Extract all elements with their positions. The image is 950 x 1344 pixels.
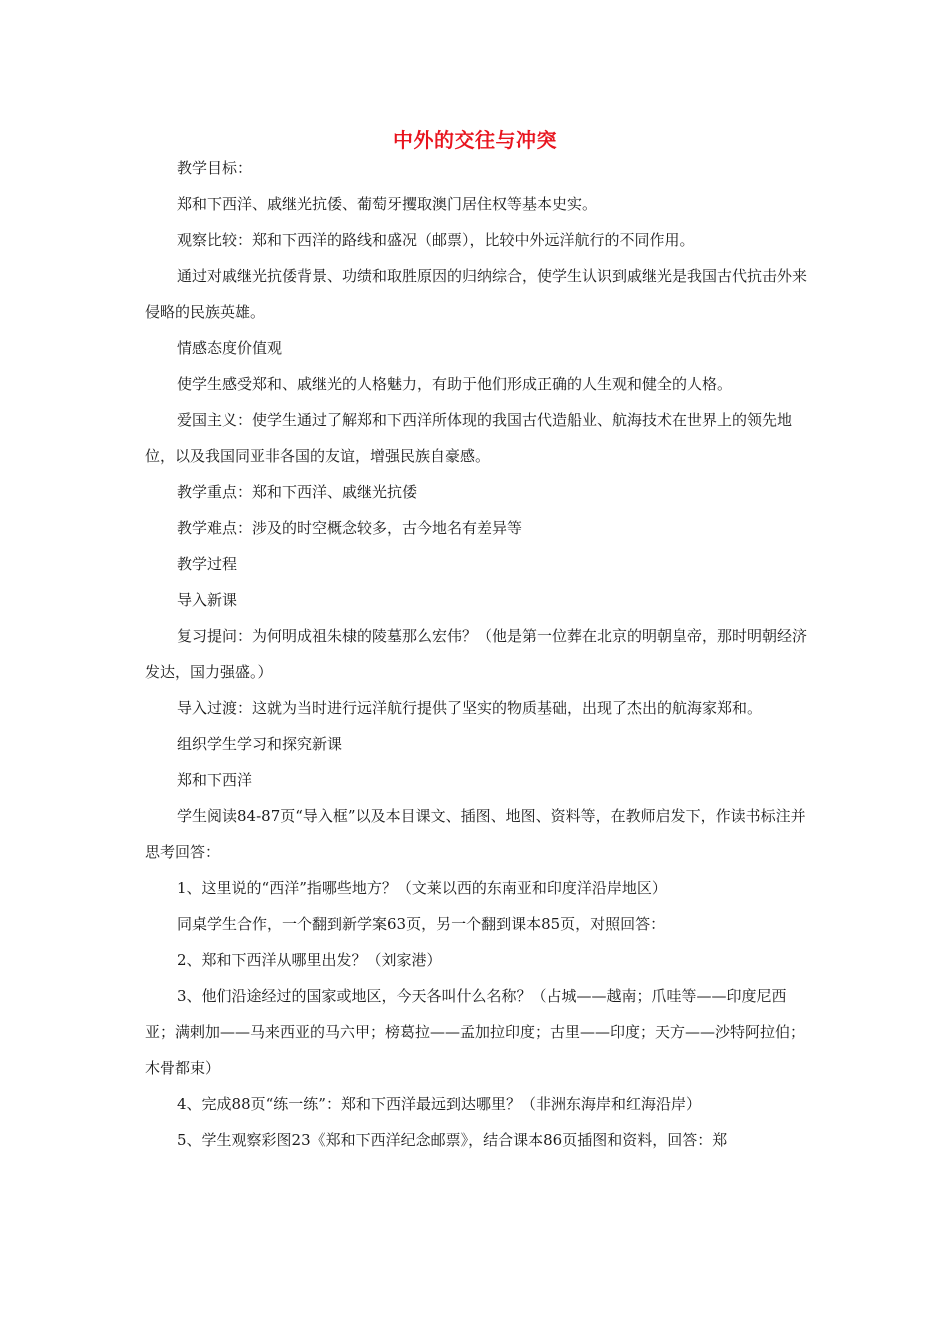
paragraph: 学生阅读84-87页“导入框”以及本目课文、插图、地图、资料等，在教师启发下，作读书标注并思考回答： — [145, 807, 806, 861]
paragraph: 爱国主义：使学生通过了解郑和下西洋所体现的我国古代造船业、航海技术在世界上的领先地位，以及我国同亚非各国的友谊，增强民族自豪感。 — [145, 411, 793, 465]
paragraph: 4、完成88页“练一练”：郑和下西洋最远到达哪里？（非洲东海岸和红海沿岸） — [177, 1095, 701, 1113]
paragraph: 教学过程 — [177, 555, 238, 573]
paragraph: 郑和下西洋、戚继光抗倭、葡萄牙攫取澳门居住权等基本史实。 — [177, 195, 598, 213]
document-title: 中外的交往与冲突 — [393, 128, 557, 152]
paragraph: 2、郑和下西洋从哪里出发？（刘家港） — [177, 951, 442, 969]
paragraph: 导入过渡：这就为当时进行远洋航行提供了坚实的物质基础，出现了杰出的航海家郑和。 — [177, 699, 763, 717]
paragraph: 3、他们沿途经过的国家或地区，今天各叫什么名称？（占城——越南；爪哇等——印度尼西亚；满剌加——马来西亚的马六甲；榜葛拉——孟加拉印度；古里——印度；天方——沙特阿拉伯；木骨都束） — [145, 987, 806, 1077]
paragraph: 1、这里说的“西洋”指哪些地方？（文莱以西的东南亚和印度洋沿岸地区） — [177, 879, 667, 897]
paragraph: 教学难点：涉及的时空概念较多，古今地名有差异等 — [177, 519, 523, 537]
paragraph: 复习提问：为何明成祖朱棣的陵墓那么宏伟？（他是第一位葬在北京的明朝皇帝，那时明朝经济发达，国力强盛。） — [145, 627, 808, 681]
paragraph: 导入新课 — [177, 591, 238, 609]
paragraph: 通过对戚继光抗倭背景、功绩和取胜原因的归纳综合，使学生认识到戚继光是我国古代抗击外来侵略的民族英雄。 — [145, 267, 808, 321]
paragraph: 郑和下西洋 — [177, 771, 253, 789]
paragraph: 同桌学生合作，一个翻到新学案63页，另一个翻到课本85页，对照回答： — [177, 915, 666, 933]
document-body — [145, 150, 807, 1158]
paragraph: 5、学生观察彩图23《郑和下西洋纪念邮票》，结合课本86页插图和资料，回答：郑 — [177, 1131, 728, 1149]
paragraph: 使学生感受郑和、戚继光的人格魅力，有助于他们形成正确的人生观和健全的人格。 — [177, 375, 733, 393]
paragraph: 教学重点：郑和下西洋、戚继光抗倭 — [177, 483, 418, 501]
paragraph: 教学目标： — [177, 159, 253, 177]
paragraph: 组织学生学习和探究新课 — [177, 735, 343, 753]
paragraph: 情感态度价值观 — [177, 339, 283, 357]
paragraph: 观察比较：郑和下西洋的路线和盛况（邮票），比较中外远洋航行的不同作用。 — [177, 231, 695, 249]
